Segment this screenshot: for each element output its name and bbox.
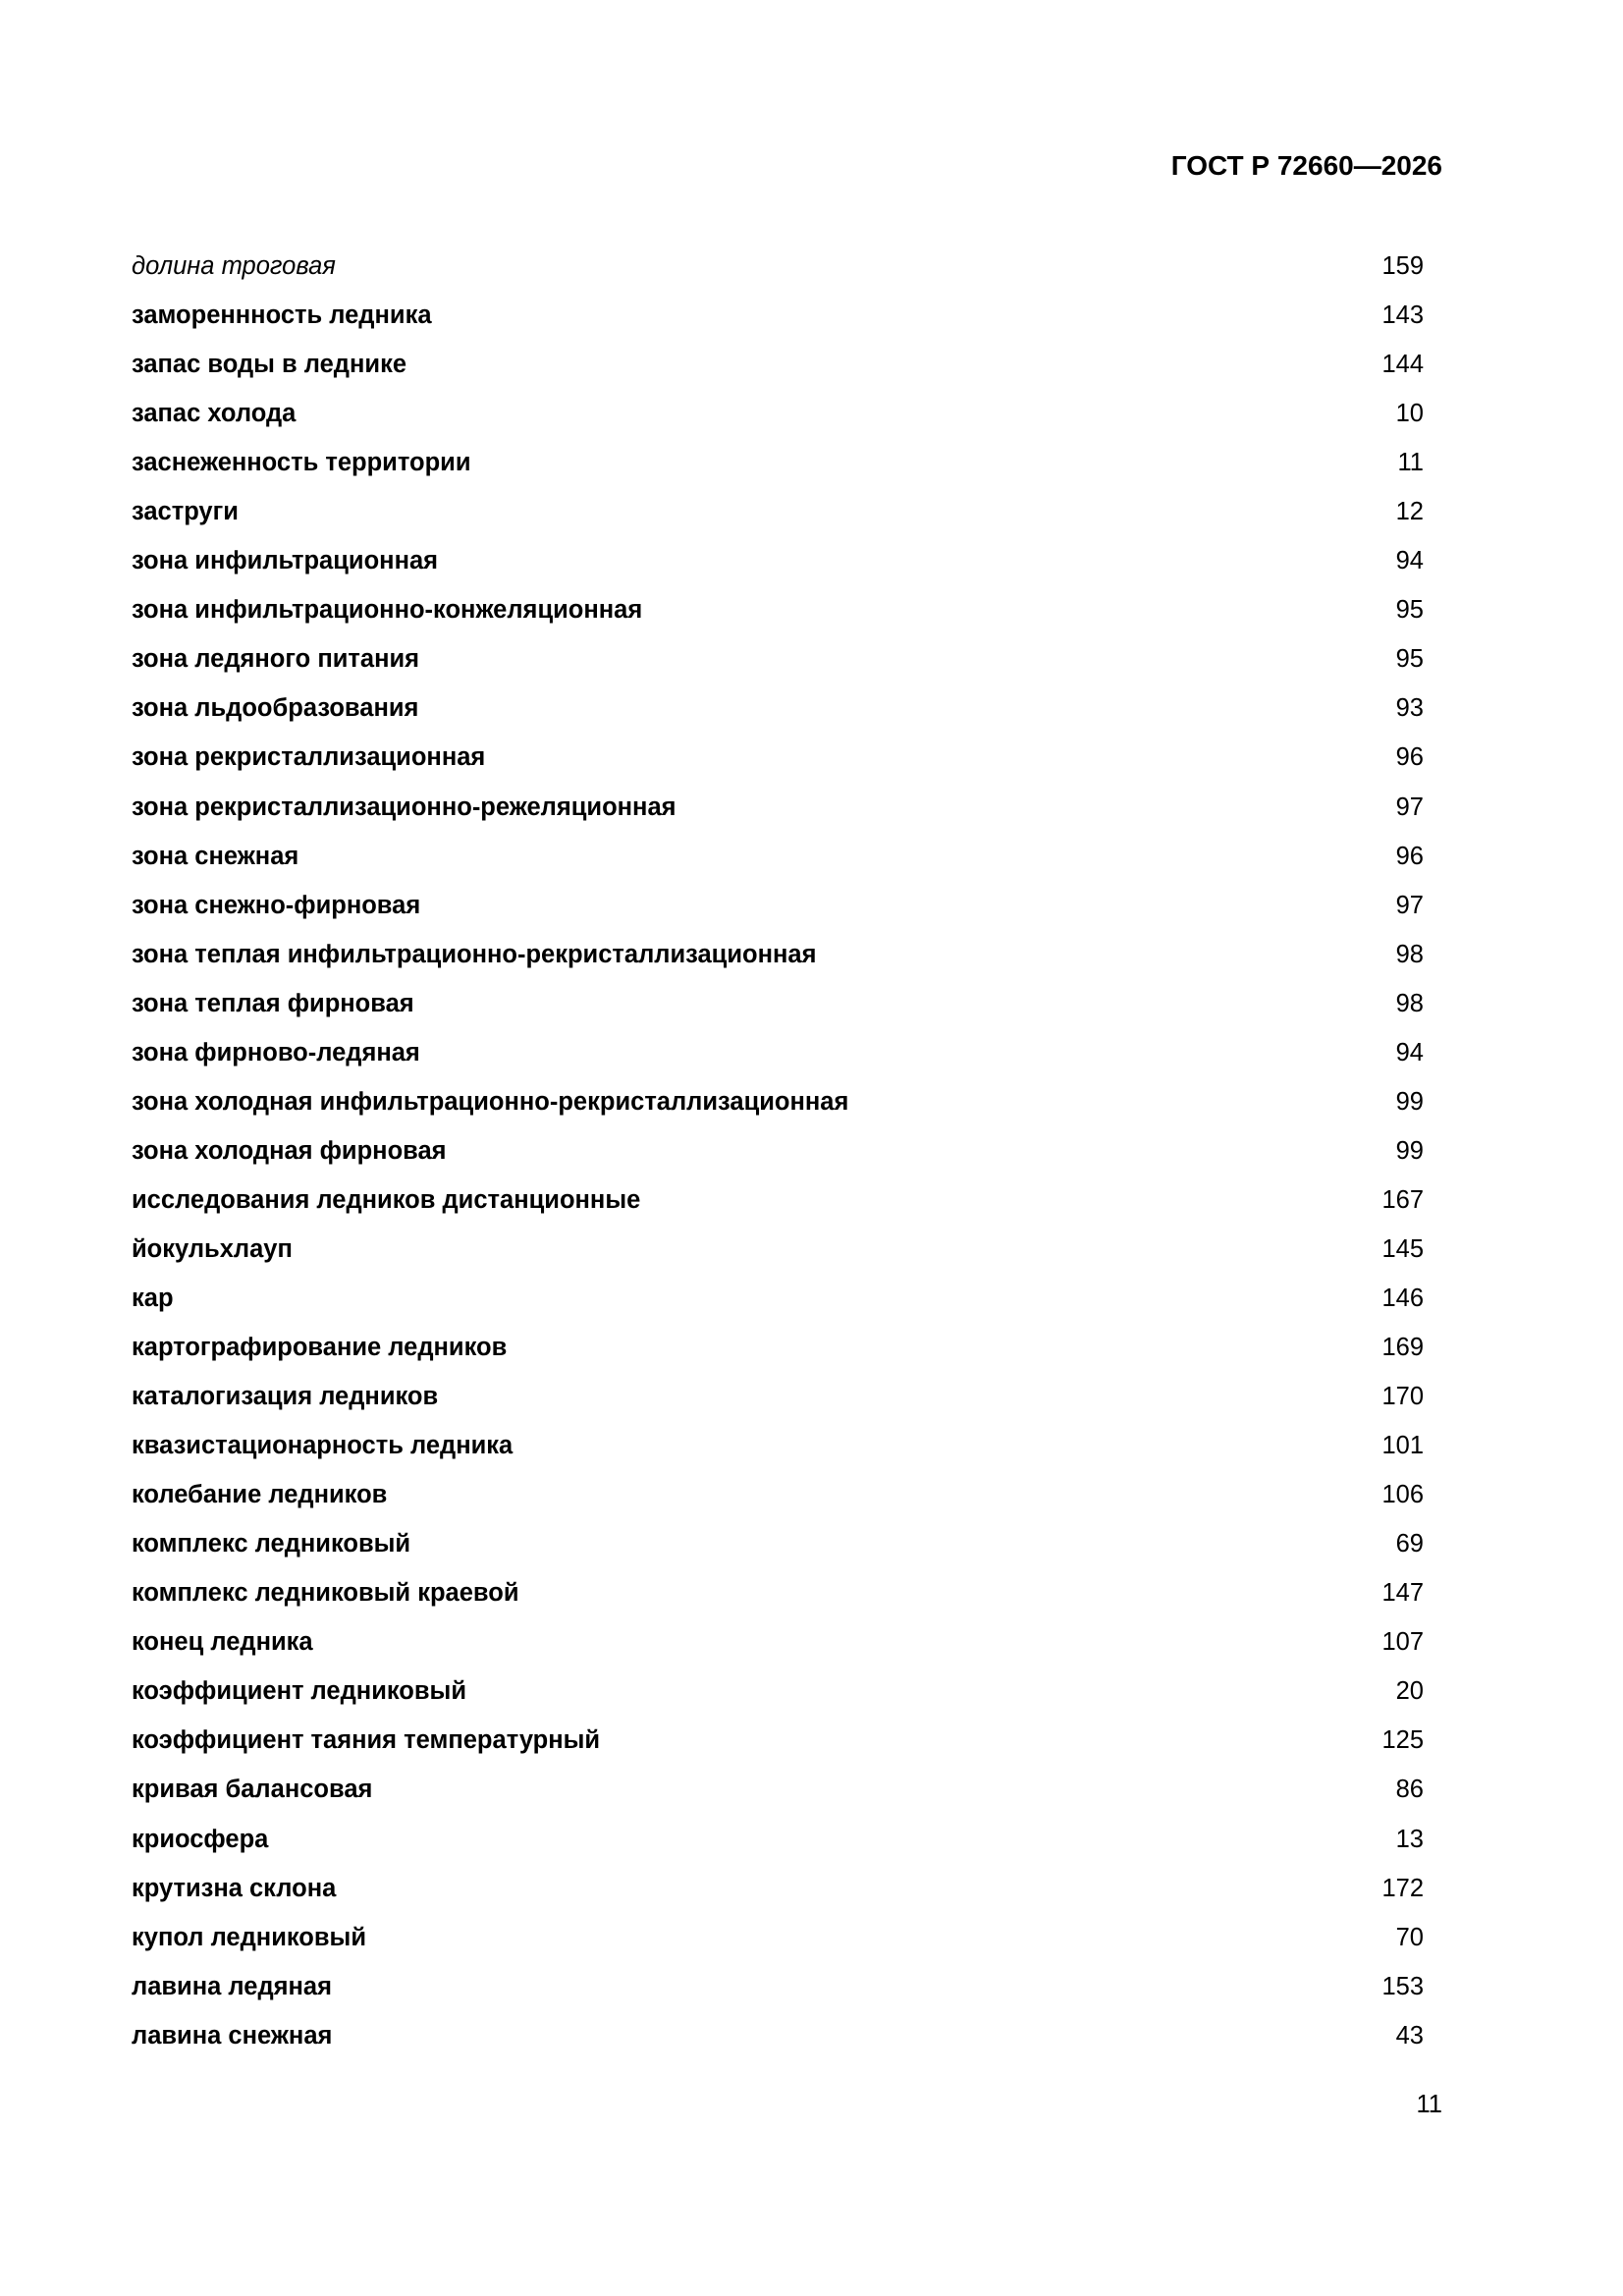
index-entry [132,832,1424,881]
term-number: 94 [1395,547,1424,575]
index-entry [132,783,1424,832]
term-number: 93 [1395,694,1424,723]
index-term: лавина ледяная [132,1972,332,2000]
index-entry [132,1126,1424,1175]
index-entry [132,1617,1424,1667]
index-entry [132,1568,1424,1617]
index-term: конец ледника [132,1628,313,1657]
index-entry [132,2011,1424,2060]
term-number: 167 [1381,1185,1424,1214]
index-entry [132,1225,1424,1274]
index-entry [132,1421,1424,1470]
index-term: заснеженность территории [132,449,471,477]
index-term: зона снежная [132,842,299,870]
term-number: 153 [1381,1972,1424,2000]
term-number: 172 [1381,1874,1424,1902]
index-entry [132,1028,1424,1077]
index-entry [132,733,1424,782]
index-term: криосфера [132,1825,269,1853]
term-number: 70 [1395,1923,1424,1951]
index-entry [132,930,1424,979]
term-number: 69 [1395,1530,1424,1558]
index-entry [132,487,1424,536]
document-designation: ГОСТ Р 72660—2026 [1170,150,1442,181]
term-number: 101 [1381,1432,1424,1460]
index-term: картографирование ледников [132,1334,508,1362]
index-entry [132,1913,1424,1962]
term-number: 13 [1395,1825,1424,1853]
index-entry [132,1274,1424,1323]
index-entry [132,634,1424,683]
term-number: 12 [1395,498,1424,526]
index-term: зона рекристаллизационная [132,743,486,772]
index-term: замореннность ледника [132,301,432,330]
index-term: зона рекристаллизационно-режеляционная [132,793,676,821]
index-term: зона инфильтрационная [132,547,439,575]
index-entry [132,1667,1424,1716]
index-entry [132,1470,1424,1519]
term-number: 147 [1381,1579,1424,1608]
term-number: 143 [1381,301,1424,330]
index-entry [132,585,1424,634]
term-number: 145 [1381,1234,1424,1263]
index-entry [132,979,1424,1028]
term-number: 98 [1395,989,1424,1017]
index-term: коэффициент ледниковый [132,1677,467,1706]
index-term: йокульхлауп [132,1234,293,1263]
term-number: 86 [1395,1776,1424,1804]
index-term: зона фирново-ледяная [132,1038,420,1066]
index-entry [132,881,1424,930]
alphabetical-index-list [132,242,1424,2060]
index-entry [132,1815,1424,1864]
index-entry [132,1962,1424,2011]
index-entry [132,291,1424,340]
index-term: запас холода [132,400,297,428]
term-number: 96 [1395,743,1424,772]
term-number: 99 [1395,1136,1424,1165]
index-term: долина троговая [132,252,336,281]
term-number: 97 [1395,891,1424,919]
term-number: 99 [1395,1087,1424,1116]
term-number: 11 [1397,449,1424,477]
term-number: 10 [1395,400,1424,428]
index-term: колебание ледников [132,1481,388,1509]
term-number: 159 [1381,252,1424,281]
index-term: кривая балансовая [132,1776,373,1804]
index-entry [132,683,1424,733]
index-term: зона холодная инфильтрационно-рекристаллизационная [132,1087,849,1116]
index-term: заструги [132,498,239,526]
index-term: кар [132,1285,174,1312]
index-entry [132,1864,1424,1913]
term-number: 95 [1395,596,1424,625]
index-entry [132,438,1424,487]
index-entry [132,1175,1424,1225]
term-number: 144 [1381,351,1424,379]
index-term: зона снежно-фирновая [132,891,421,919]
index-term: зона холодная фирновая [132,1136,447,1165]
page-number: 11 [1416,2091,1442,2118]
term-number: 146 [1381,1285,1424,1312]
index-entry [132,1077,1424,1126]
term-number: 96 [1395,842,1424,870]
index-entry [132,1323,1424,1372]
index-term: зона инфильтрационно-конжеляционная [132,596,643,625]
term-number: 125 [1381,1726,1424,1755]
index-term: крутизна склона [132,1874,337,1902]
index-term: зона теплая инфильтрационно-рекристаллизационная [132,940,817,968]
term-number: 106 [1381,1481,1424,1509]
index-term: каталогизация ледников [132,1383,439,1411]
index-entry [132,1716,1424,1765]
term-number: 95 [1395,645,1424,674]
index-term: квазистационарность ледника [132,1432,514,1460]
index-term: исследования ледников дистанционные [132,1185,641,1214]
index-term: комплекс ледниковый краевой [132,1579,519,1608]
term-number: 170 [1381,1383,1424,1411]
term-number: 20 [1395,1677,1424,1706]
index-entry [132,1765,1424,1814]
index-term: купол ледниковый [132,1923,367,1951]
term-number: 169 [1381,1334,1424,1362]
index-term: коэффициент таяния температурный [132,1726,601,1755]
index-entry [132,389,1424,438]
index-term: зона льдообразования [132,694,419,723]
index-term: зона теплая фирновая [132,989,414,1017]
index-term: запас воды в леднике [132,351,407,379]
index-entry [132,1372,1424,1421]
index-term: комплекс ледниковый [132,1530,411,1558]
term-number: 94 [1395,1038,1424,1066]
index-entry [132,242,1424,291]
term-number: 97 [1395,793,1424,821]
term-number: 107 [1381,1628,1424,1657]
index-entry [132,536,1424,585]
index-term: лавина снежная [132,2021,333,2050]
term-number: 98 [1395,940,1424,968]
index-entry [132,1519,1424,1568]
index-entry [132,340,1424,389]
term-number: 43 [1395,2021,1424,2050]
index-term: зона ледяного питания [132,645,420,674]
